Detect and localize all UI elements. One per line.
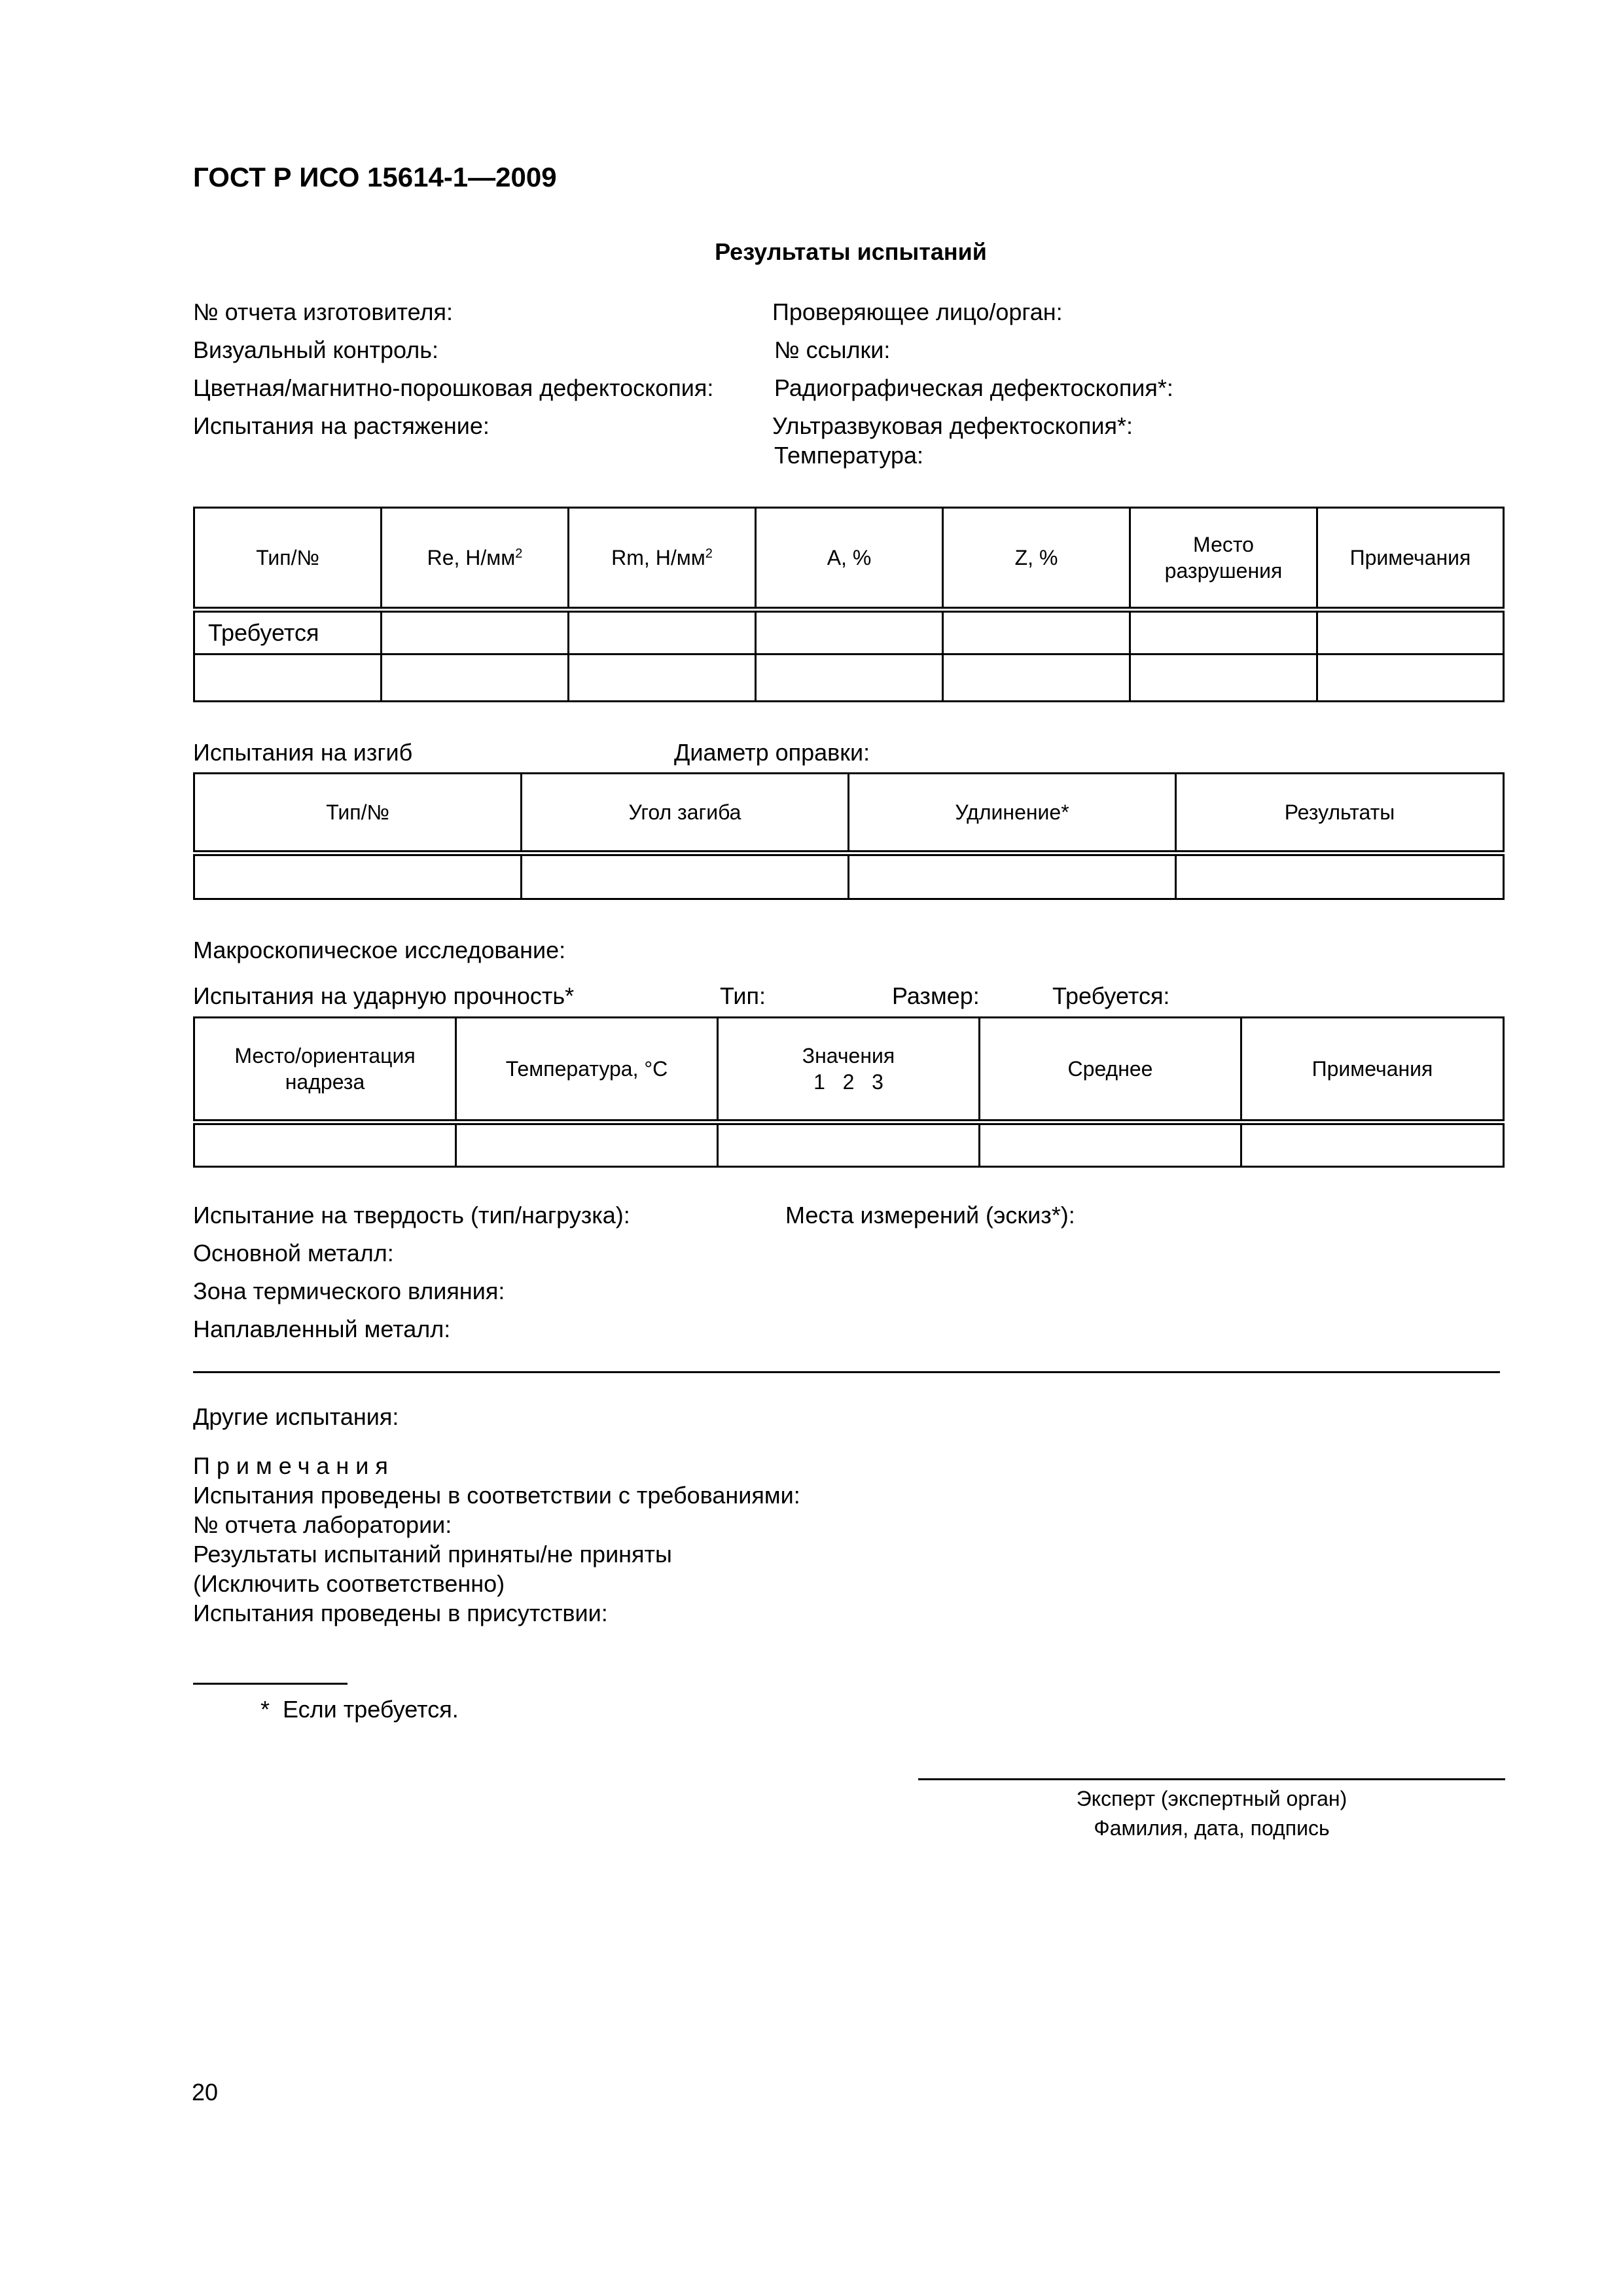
table-cell <box>569 610 756 655</box>
tensile-header-rm: Rm, $Н/мм^2$ <box>569 508 756 610</box>
notes-line: Результаты испытаний приняты/не приняты <box>193 1541 672 1568</box>
hardness-test-label: Испытание на твердость (тип/нагрузка): <box>193 1202 630 1229</box>
table-cell <box>943 610 1130 655</box>
impact-header-temperature: Температура, °C <box>456 1018 718 1122</box>
table-cell <box>980 1122 1241 1167</box>
bend-header-type: Тип/№ <box>194 774 522 853</box>
table-cell <box>194 655 382 702</box>
table-cell <box>756 655 943 702</box>
impact-test-label: Испытания на ударную прочность* <box>193 982 575 1009</box>
tensile-header-notes: Примечания <box>1317 508 1504 610</box>
weld-metal-label: Наплавленный металл: <box>193 1316 451 1342</box>
impact-header-notch: Место/ориентация надреза <box>194 1018 456 1122</box>
table-cell <box>456 1122 718 1167</box>
haz-label: Зона термического влияния: <box>193 1278 505 1304</box>
table-cell <box>718 1122 980 1167</box>
notes-line: Испытания проведены в присутствии: <box>193 1600 608 1626</box>
base-metal-label: Основной металл: <box>193 1240 394 1266</box>
macro-examination-label: Макроскопическое исследование: <box>193 937 566 963</box>
footnote-separator <box>193 1683 348 1685</box>
measurement-locations-label: Места измерений (эскиз*): <box>785 1202 1075 1229</box>
impact-header-average: Среднее <box>980 1018 1241 1122</box>
horizontal-rule <box>193 1371 1500 1373</box>
document-code: ГОСТ Р ИСО 15614-1—2009 <box>193 162 557 192</box>
footnote: * Если требуется. <box>260 1696 459 1723</box>
signature-caption-expert: Эксперт (экспертный орган) <box>1076 1787 1347 1810</box>
manufacturer-report-field: № отчета изготовителя: <box>193 298 453 325</box>
tensile-row-required-label: Требуется <box>194 610 382 655</box>
bend-header-angle: Угол загиба <box>522 774 849 853</box>
bend-header-elongation: Удлинение* <box>849 774 1176 853</box>
table-cell <box>1130 655 1317 702</box>
table-cell <box>1241 1122 1504 1167</box>
impact-size-label: Размер: <box>892 982 980 1009</box>
bend-table <box>193 772 1505 900</box>
table-cell <box>569 655 756 702</box>
ultrasonic-field: Ультразвуковая дефектоскопия*: <box>772 412 1133 439</box>
notes-line: № отчета лаборатории: <box>193 1511 452 1538</box>
notes-title: Примечания <box>193 1452 395 1479</box>
signature-line <box>918 1778 1505 1780</box>
reference-number-field: № ссылки: <box>774 336 891 363</box>
impact-type-label: Тип: <box>720 982 766 1009</box>
notes-line: Испытания проведены в соответствии с требованиями: <box>193 1482 800 1509</box>
table-cell <box>849 853 1176 899</box>
table-cell <box>522 853 849 899</box>
tensile-header-re: Re, $Н/мм^2$ <box>382 508 569 610</box>
impact-required-label: Требуется: <box>1052 982 1170 1009</box>
bend-test-label: Испытания на изгиб <box>193 739 413 766</box>
impact-table <box>193 1016 1505 1168</box>
inspector-field: Проверяющее лицо/орган: <box>772 298 1063 325</box>
page-number: 20 <box>192 2079 219 2106</box>
table-cell <box>756 610 943 655</box>
table-cell <box>1317 610 1504 655</box>
tensile-header-type: Тип/№ <box>194 508 382 610</box>
table-cell <box>194 853 522 899</box>
impact-value-numbers: 1 2 3 <box>813 1070 883 1094</box>
table-cell <box>943 655 1130 702</box>
other-tests-label: Другие испытания: <box>193 1403 399 1430</box>
mandrel-diameter-label: Диаметр оправки: <box>674 739 870 766</box>
bend-header-results: Результаты <box>1176 774 1504 853</box>
table-cell <box>1176 853 1504 899</box>
table-cell <box>1317 655 1504 702</box>
impact-header-values: Значения 1 2 3 <box>718 1018 980 1122</box>
table-cell <box>1130 610 1317 655</box>
table-cell <box>382 655 569 702</box>
table-cell <box>382 610 569 655</box>
tensile-header-fracture-location: Место разрушения <box>1130 508 1317 610</box>
tensile-header-z: Z, % <box>943 508 1130 610</box>
tensile-test-field: Испытания на растяжение: <box>193 412 490 439</box>
visual-inspection-field: Визуальный контроль: <box>193 336 439 363</box>
impact-header-notes: Примечания <box>1241 1018 1504 1122</box>
signature-caption-name-date: Фамилия, дата, подпись <box>1094 1816 1330 1840</box>
radiographic-field: Радиографическая дефектоскопия*: <box>774 374 1173 401</box>
tensile-header-a: A, % <box>756 508 943 610</box>
penetrant-magnetic-field: Цветная/магнитно-порошковая дефектоскопия: <box>193 374 714 401</box>
table-cell <box>194 1122 456 1167</box>
temperature-field: Температура: <box>774 442 924 469</box>
section-title: Результаты испытаний <box>715 238 987 265</box>
tensile-table <box>193 507 1505 702</box>
notes-line: (Исключить соответственно) <box>193 1570 505 1597</box>
